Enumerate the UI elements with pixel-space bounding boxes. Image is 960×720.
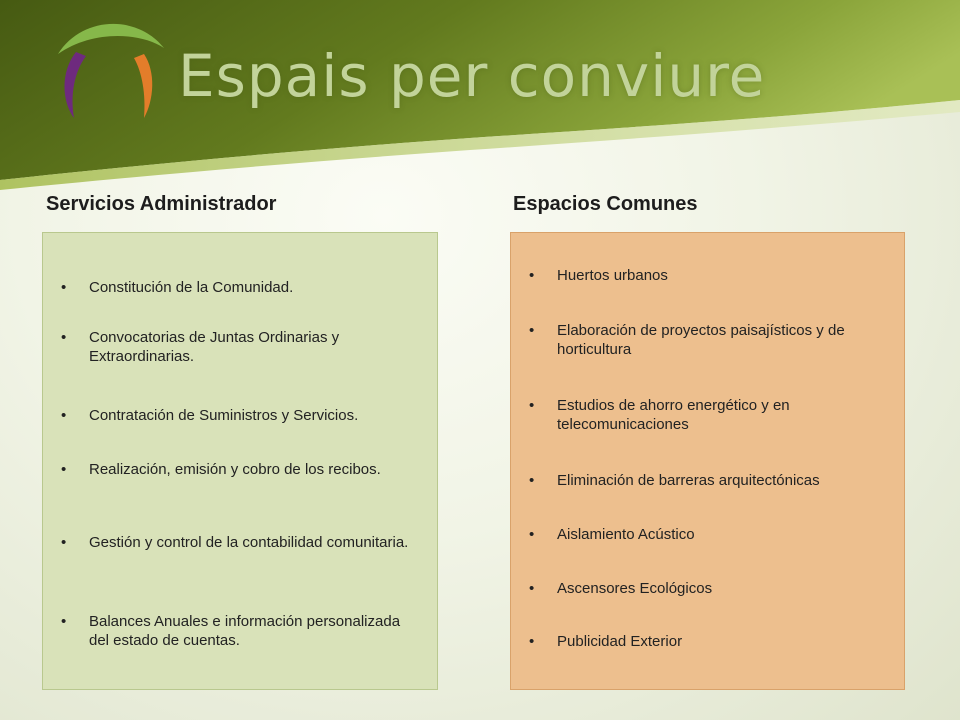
bullet-icon: •	[61, 407, 67, 424]
list-item: • Realización, emisión y cobro de los recibos.	[61, 461, 381, 478]
section-title-espacios: Espacios Comunes	[513, 193, 698, 215]
bullet-icon: •	[529, 526, 535, 543]
bullet-icon: •	[529, 633, 535, 650]
bullet-icon: •	[61, 461, 67, 478]
list-item: • Estudios de ahorro energético y en telecomunicaciones	[529, 397, 790, 433]
list-item: • Ascensores Ecológicos	[529, 580, 713, 597]
bullet-icon: •	[529, 580, 535, 597]
list-item: • Contratación de Suministros y Servicios.	[61, 407, 359, 424]
espacios-panel	[510, 232, 905, 690]
section-title-servicios: Servicios Administrador	[46, 193, 277, 215]
bullet-icon: •	[61, 613, 67, 630]
servicios-panel	[42, 232, 438, 690]
logo-text: Espais per conviure	[178, 42, 766, 110]
list-item: • Constitución de la Comunidad.	[61, 279, 294, 296]
list-item: • Convocatorias de Juntas Ordinarias y Extraordinarias.	[61, 329, 340, 365]
bullet-icon: •	[61, 534, 67, 551]
bullet-icon: •	[529, 267, 535, 284]
bullet-icon: •	[529, 472, 535, 489]
list-item: • Eliminación de barreras arquitectónicas	[529, 472, 820, 489]
list-item: • Gestión y control de la contabilidad comunitaria.	[61, 534, 409, 551]
bullet-icon: •	[61, 329, 67, 346]
list-item: • Huertos urbanos	[529, 267, 668, 284]
list-item: • Publicidad Exterior	[529, 633, 683, 650]
list-item: • Aislamiento Acústico	[529, 526, 695, 543]
arch-leaf-icon	[52, 14, 170, 124]
list-item: • Elaboración de proyectos paisajísticos y de horticultura	[529, 322, 845, 358]
bullet-icon: •	[529, 397, 535, 414]
bullet-icon: •	[61, 279, 67, 296]
bullet-icon: •	[529, 322, 535, 339]
list-item: • Balances Anuales e información personalizada del estado de cuentas.	[61, 613, 401, 649]
